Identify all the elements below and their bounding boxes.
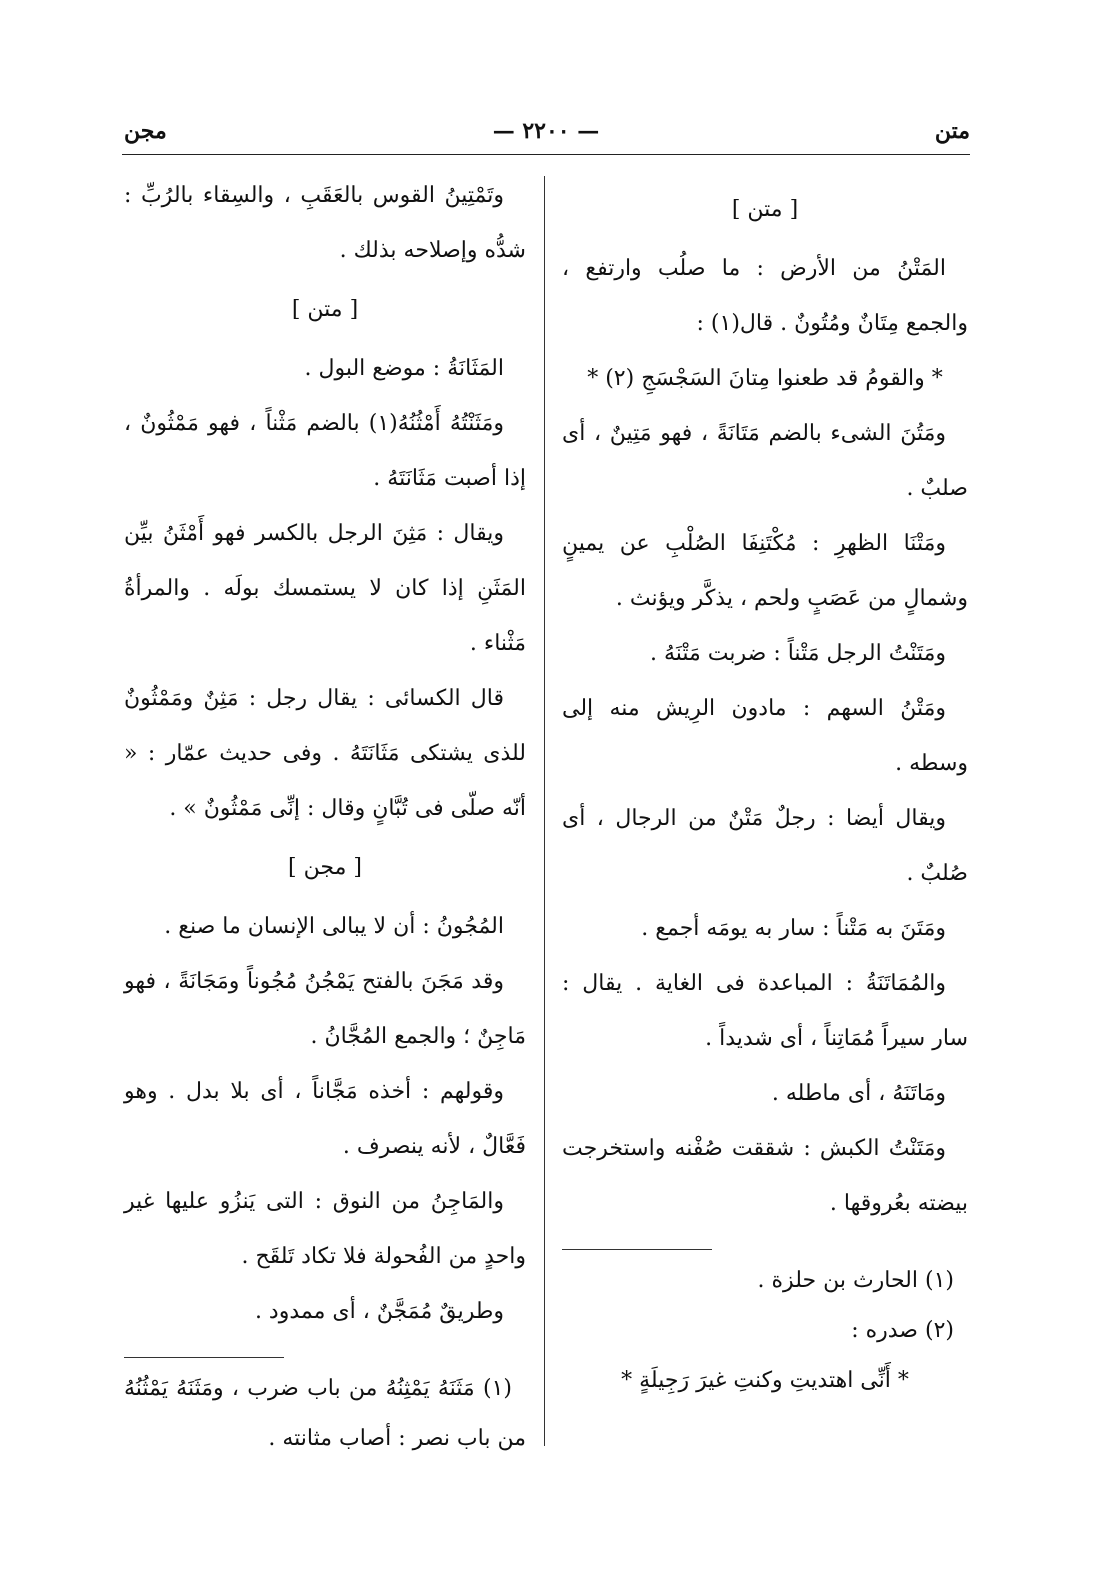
left-column [124, 168, 526, 1464]
paragraph: ومَاتَنَهُ ، أى ماطله . [771, 1081, 946, 1106]
paragraph: (١) الحارث بن حلزة . [757, 1268, 954, 1293]
paragraph: ومَتْنُ السهم : مادون الرِيش منه إلى وسطه . [562, 696, 968, 776]
paragraph: والمَاجِنُ من النوق : التى يَنزُو عليها غير واحدٍ من الفُحولة فلا تكاد تَلقَح . [124, 1189, 526, 1269]
paragraph: ويقال أيضا : رجلٌ مَتْنٌ من الرجال ، أى صُلبٌ . [562, 806, 968, 886]
page-number: — ٢٢٠٠ — [492, 118, 600, 144]
footnote-rule [124, 1357, 284, 1358]
paragraph: ومَثَنْتُهُ أَمْثُنُهُ(١) بالضم مَثْناً ، فهو مَمْثُونٌ ، إذا أصبت مَثَانَتَهُ . [124, 411, 526, 491]
running-headword-right: متن [934, 118, 970, 144]
paragraph: قال الكسائى : يقال رجل : مَثِنٌ ومَمْثُونٌ للذى يشتكى مَثَانَتَهُ . وفى حديث عمّار : « أنّه صلّى فى تُبَّانٍ وقال : إنِّى مَمْثُونٌ » . [124, 686, 526, 821]
entry-heading: [ متن ] [731, 197, 799, 222]
paragraph: (١) مَثَنَهُ يَمْثِنُهُ من باب ضرب ، ومَثَنَهُ يَمْثُنُهُ من باب نصر : أصاب مثانته . [124, 1376, 526, 1451]
page-header [122, 118, 970, 152]
paragraph: المَثَانَةُ : موضع البول . [304, 356, 504, 381]
paragraph: ومَتُنَ الشىء بالضم مَتَانَةً ، فهو مَتِينٌ ، أى صلبٌ . [562, 421, 968, 501]
entry-body [124, 168, 526, 1339]
paragraph: المَتْنُ من الأرض : ما صلُب وارتفع ، والجمع مِتَانٌ ومُتُونٌ . قال(١) : [562, 256, 968, 336]
right-column [562, 178, 968, 1406]
running-headword-left: مجن [124, 118, 167, 144]
paragraph: (٢) صدره : [851, 1318, 954, 1343]
verse-line: * والقومُ قد طعنوا مِتانَ السَجْسَجِ (٢) * [587, 366, 943, 391]
paragraph: وطريقٌ مُمَجَّنٌ ، أى ممدود . [254, 1299, 504, 1324]
header-rule [122, 154, 970, 155]
footnotes [124, 1364, 526, 1464]
paragraph: والمُمَاتَنَةُ : المباعدة فى الغاية . يقال : سار سيراً مُمَاتِناً ، أى شديداً . [562, 971, 968, 1051]
paragraph: ومَتَنْتُ الرجل مَتْناً : ضربت مَتْنَهُ . [649, 641, 946, 666]
paragraph: ومَتَنْتُ الكبش : شققت صُفْنه واستخرجت بيضته بعُروقها . [562, 1136, 968, 1216]
verse-line: * أَنِّى اهتديتِ وكنتِ غيرَ رَجِيلَةٍ * [621, 1368, 909, 1393]
entry-body [562, 182, 968, 1231]
column-divider [544, 176, 545, 1446]
paragraph: ومَتَنَ به مَتْناً : سار به يومَه أجمع . [641, 916, 946, 941]
paragraph: المُجُونُ : أن لا يبالى الإنسان ما صنع . [164, 914, 504, 939]
footnotes [562, 1256, 968, 1406]
paragraph: وتَمْتِينُ القوس بالعَقَبِ ، والسِقاء بالرُبِّ : شدُّه وإصلاحه بذلك . [124, 183, 526, 263]
paragraph: وقد مَجَنَ بالفتح يَمْجُنُ مُجُوناً ومَجَانَةً ، فهو مَاجِنٌ ؛ والجمع المُجَّانُ . [124, 969, 526, 1049]
paragraph: ومَتْنَا الظهرِ : مُكْتَنِفَا الصُلْبِ عن يمينٍ وشمالٍ من عَصَبٍ ولحم ، يذكَّر ويؤنث . [562, 531, 968, 611]
entry-heading: [ متن ] [291, 297, 359, 322]
entry-heading: [ مجن ] [288, 855, 362, 880]
paragraph: ويقال : مَثِنَ الرجل بالكسر فهو أَمْثَنُ بيِّن المَثَنِ إذا كان لا يستمسك بولَه . والمرأةُ مَثْناء . [124, 521, 526, 656]
paragraph: وقولهم : أخذه مَجَّاناً ، أى بلا بدل . وهو فَعَّالٌ ، لأنه ينصرف . [124, 1079, 526, 1159]
footnote-rule [562, 1249, 712, 1250]
